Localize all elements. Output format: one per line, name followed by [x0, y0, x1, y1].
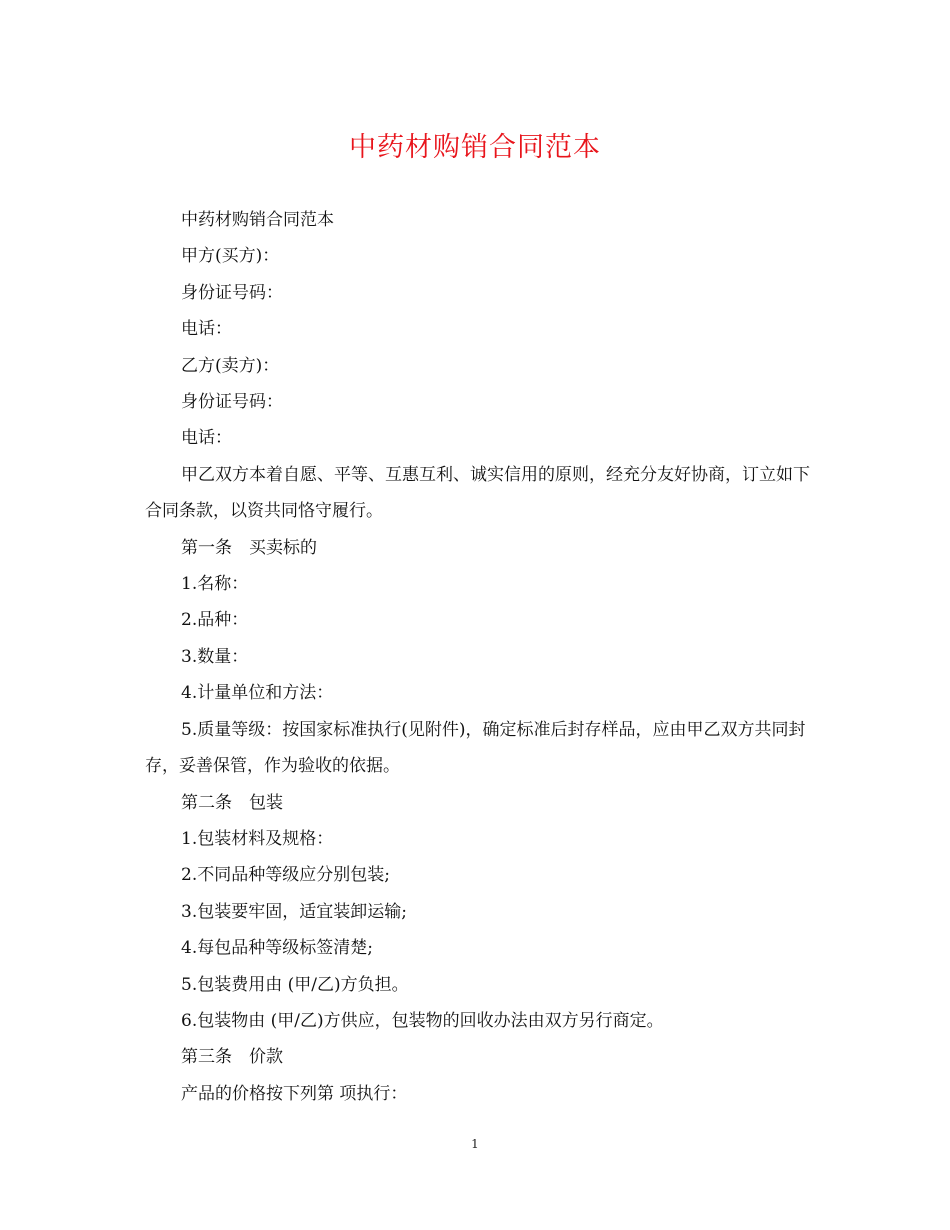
document-title: 中药材购销合同范本	[349, 132, 601, 163]
list-item: 3.包装要牢固，适宜装卸运输;	[181, 901, 407, 922]
document-body	[145, 202, 810, 1112]
paragraph-party-b-phone: 电话：	[181, 428, 232, 449]
list-item: 2.品种：	[181, 610, 249, 631]
list-item: 1.包装材料及规格：	[181, 828, 334, 849]
list-item: 6.包装物由 (甲/乙)方供应，包装物的回收办法由双方另行商定。	[181, 1010, 664, 1031]
article-1-heading: 第一条 买卖标的	[181, 537, 317, 558]
paragraph-party-b: 乙方(卖方)：	[181, 355, 280, 376]
list-item: 1.名称：	[181, 574, 249, 595]
page-number: 1	[471, 1137, 479, 1151]
paragraph-price: 产品的价格按下列第 项执行：	[181, 1083, 408, 1104]
paragraph-party-b-id: 身份证号码：	[181, 392, 283, 413]
list-item: 4.每包品种等级标签清楚;	[181, 938, 373, 959]
list-item: 2.不同品种等级应分别包装;	[181, 865, 390, 886]
list-item: 4.计量单位和方法：	[181, 683, 334, 704]
list-item: 3.数量：	[181, 646, 249, 667]
list-item: 5.包装费用由 (甲/乙)方负担。	[181, 974, 409, 995]
list-item: 5.质量等级：按国家标准执行(见附件)，确定标准后封存样品，应由甲乙双方共同封存，妥善保管，作为验收的依据。	[145, 719, 806, 777]
paragraph-preamble: 甲乙双方本着自愿、平等、互惠互利、诚实信用的原则，经充分友好协商，订立如下合同条款，以资共同恪守履行。	[145, 464, 810, 522]
paragraph-party-a-id: 身份证号码：	[181, 282, 283, 303]
article-3-heading: 第三条 价款	[181, 1047, 283, 1068]
article-2-heading: 第二条 包装	[181, 792, 283, 813]
paragraph-heading: 中药材购销合同范本	[181, 210, 334, 230]
paragraph-party-a-phone: 电话：	[181, 319, 232, 340]
paragraph-party-a: 甲方(买方)：	[181, 246, 280, 267]
